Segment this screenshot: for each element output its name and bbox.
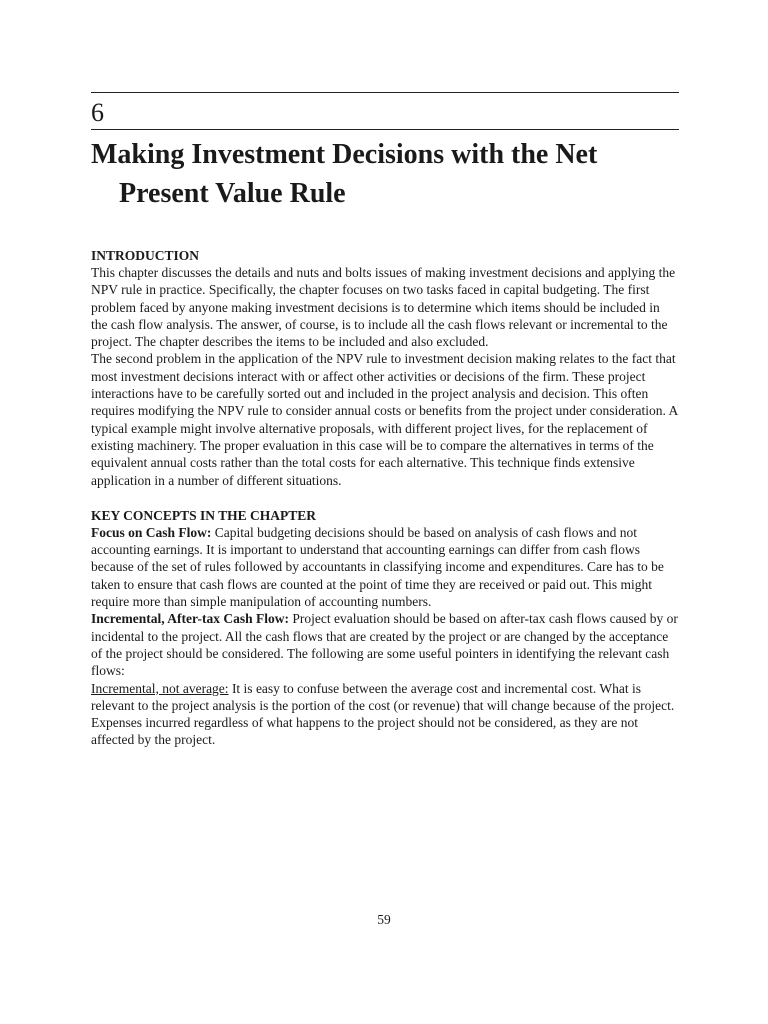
page-number: 59 [377, 912, 391, 927]
term-focus-on-cash-flow: Focus on Cash Flow: [91, 524, 212, 540]
paragraph-incremental-after-tax [91, 610, 679, 679]
term-incremental-after-tax: Incremental, After-tax Cash Flow: [91, 611, 289, 627]
paragraph-incremental-not-average [91, 680, 679, 749]
chapter-title: Making Investment Decisions with the Net Present Value Rule [91, 139, 598, 209]
intro-paragraph-1: This chapter discusses the details and nuts and bolts issues of making investment decisions and applying the NPV rule in practice. Specifically, the chapter focuses on two tasks faced in capital budgeting. The first problem faced by anyone making investment decisions is to determine which items should be included in the cash flow analysis. The answer, of course, is to include all the cash flows relevant or incremental to the project. The chapter describes the items to be included and also excluded. [91, 265, 676, 350]
text-incremental-not-average: It is easy to confuse between the average cost and incremental cost. What is relevant to the project analysis is the portion of the cost (or revenue) that will change because of the project. Expenses incurred regardless of what happens to the project should not be considered, as they are not affected by the project. [91, 680, 675, 748]
top-rule [91, 92, 679, 93]
text-incremental-after-tax: Project evaluation should be based on after-tax cash flows caused by or incidental to the project. All the cash flows that are created by the project or are changed by the acceptance of the project should be considered. The following are some useful pointers in identifying the relevant cash flows: [91, 611, 678, 679]
title-rule [91, 129, 679, 130]
intro-paragraph-2: The second problem in the application of the NPV rule to investment decision making relates to the fact that most investment decisions interact with or affect other activities or decisions of the firm. These project interactions have to be carefully sorted out and included in the project analysis and decision. This often requires modifying the NPV rule to consider annual costs or benefits from the project under consideration. A typical example might involve alternative proposals, with different project lives, for the replacement of existing machinery. The proper evaluation in this case will be to compare the alternatives in terms of the equivalent annual costs rather than the total costs for each alternative. This technique finds extensive application in a number of different situations. [91, 351, 678, 488]
text-focus-on-cash-flow: Capital budgeting decisions should be based on analysis of cash flows and not accounting earnings. It is important to understand that accounting earnings can differ from cash flows because of the set of rules followed by accountants in classifying income and expenditures. Care has to be taken to ensure that cash flows are counted at the point of time they are received or paid out. This might require more than simple manipulation of accounting numbers. [91, 524, 664, 610]
page-content [91, 92, 679, 749]
term-incremental-not-average: Incremental, not average: [91, 680, 229, 696]
section-heading-key-concepts: KEY CONCEPTS IN THE CHAPTER [91, 507, 317, 523]
chapter-number: 6 [91, 98, 104, 127]
paragraph-focus-on-cash-flow [91, 524, 679, 610]
section-heading-introduction: INTRODUCTION [91, 248, 200, 263]
